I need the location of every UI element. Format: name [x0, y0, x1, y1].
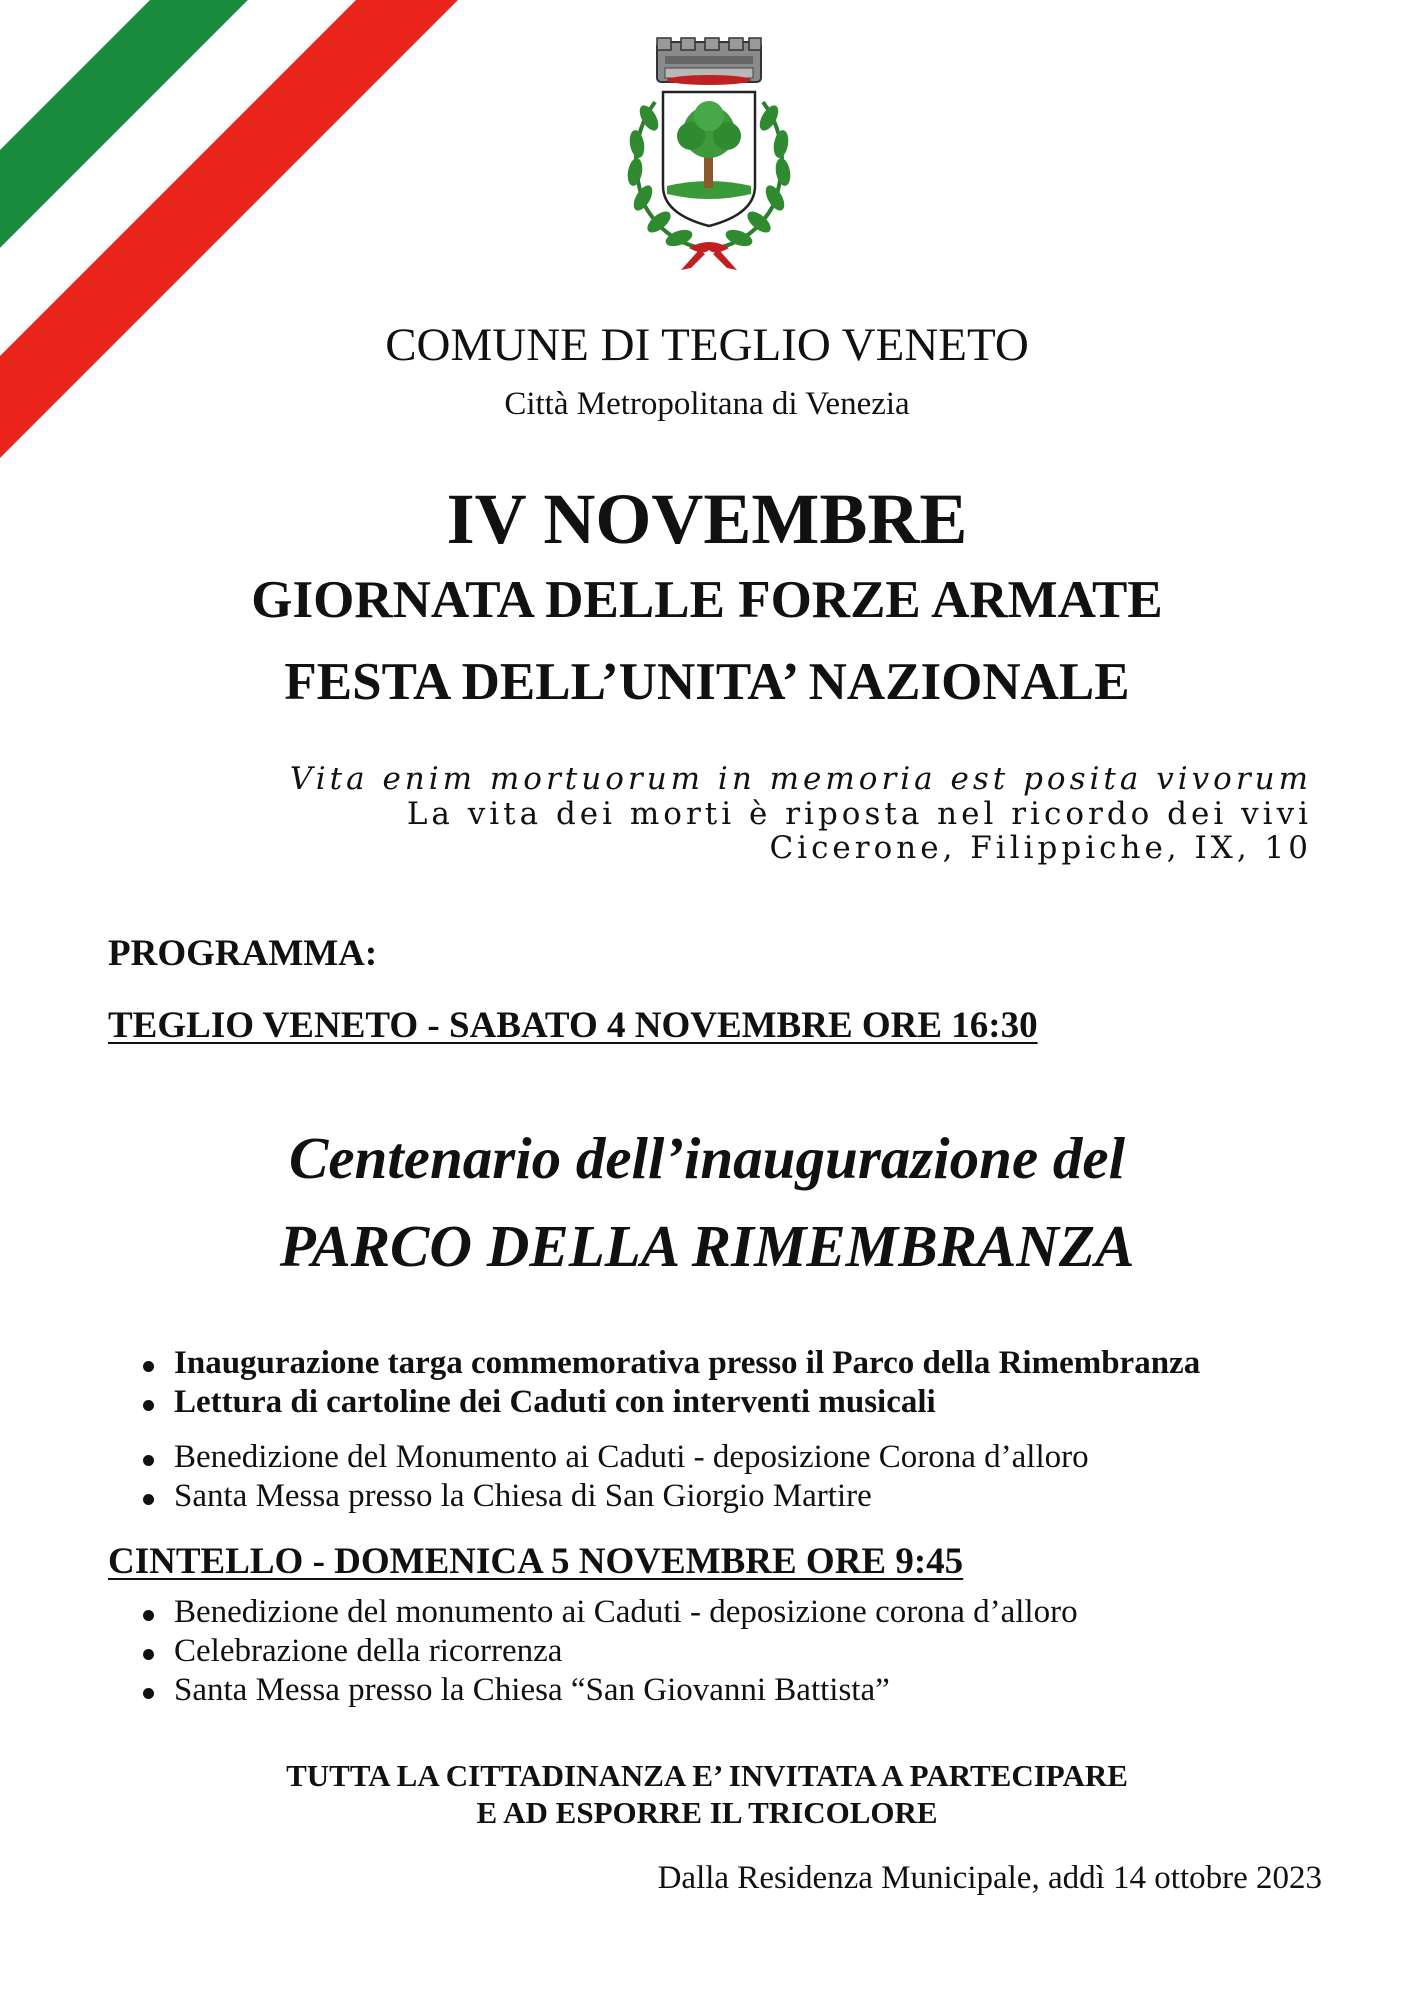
teglio-schedule-heading: TEGLIO VENETO - SABATO 4 NOVEMBRE ORE 16:30 — [108, 1005, 1038, 1046]
list-item: Benedizione del monumento ai Caduti - deposizione corona d’alloro — [0, 1593, 1078, 1632]
citta-metropolitana: Città Metropolitana di Venezia — [504, 386, 910, 422]
invitation-line2: E AD ESPORRE IL TRICOLORE — [476, 1795, 938, 1830]
list-item: Inaugurazione targa commemorativa presso il Parco della Rimembranza — [0, 1344, 1200, 1383]
list-item: Lettura di cartoline dei Caduti con interventi musicali — [0, 1383, 1200, 1422]
quote-italian: La vita dei morti è riposta nel ricordo dei vivi — [406, 796, 1312, 832]
centenario-line2: PARCO DELLA RIMEMBRANZA — [279, 1213, 1135, 1279]
quote-source: Cicerone, Filippiche, IX, 10 — [769, 830, 1312, 866]
cintello-schedule-heading: CINTELLO - DOMENICA 5 NOVEMBRE ORE 9:45 — [108, 1541, 964, 1582]
list-item: Santa Messa presso la Chiesa di San Giorgio Martire — [0, 1477, 1089, 1516]
invitation-line1: TUTTA LA CITTADINANZA E’ INVITATA A PARTECIPARE — [286, 1758, 1128, 1793]
issue-date: Dalla Residenza Municipale, addì 14 ottobre 2023 — [657, 1860, 1322, 1896]
coat-of-arms-icon — [615, 36, 803, 274]
page-title: IV NOVEMBRE — [446, 479, 968, 559]
list-item: Celebrazione della ricorrenza — [0, 1632, 1078, 1671]
cintello-items-list — [0, 1593, 1078, 1710]
subtitle-forze-armate: GIORNATA DELLE FORZE ARMATE — [251, 571, 1163, 629]
list-item: Benedizione del Monumento ai Caduti - deposizione Corona d’alloro — [0, 1438, 1089, 1477]
programma-label: PROGRAMMA: — [108, 933, 378, 974]
list-item: Santa Messa presso la Chiesa “San Giovanni Battista” — [0, 1671, 1078, 1710]
centenario-line1: Centenario dell’inaugurazione del — [289, 1125, 1125, 1191]
teglio-items-list — [0, 1438, 1089, 1516]
subtitle-unita-nazionale: FESTA DELL’UNITA’ NAZIONALE — [284, 653, 1130, 711]
comune-name: COMUNE DI TEGLIO VENETO — [385, 319, 1029, 371]
teglio-highlights-list — [0, 1344, 1200, 1422]
quote-latin: Vita enim mortuorum in memoria est posita vivorum — [289, 761, 1312, 797]
